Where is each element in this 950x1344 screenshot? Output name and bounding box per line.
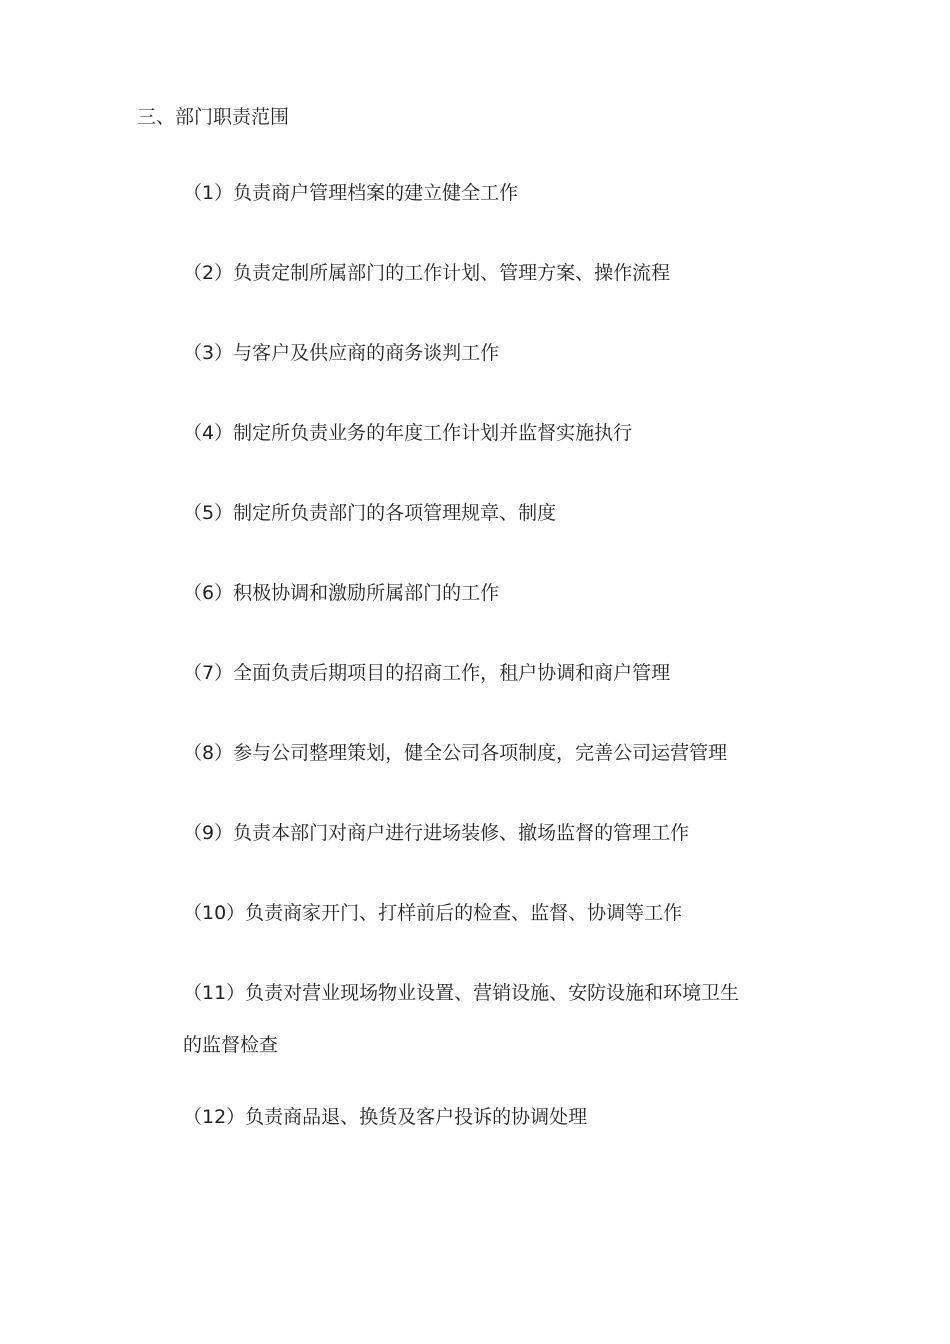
list-item-text: （6）积极协调和激励所属部门的工作 [183,582,500,604]
list-item [183,900,803,926]
list-item [183,980,803,1058]
list-item [183,420,803,446]
list-item [183,340,803,366]
list-item-text: （12）负责商品退、换货及客户投诉的协调处理 [183,1106,588,1128]
list-item-text: （11）负责对营业现场物业设置、营销设施、安防设施和环境卫生 [183,982,740,1004]
list-item-text: （8）参与公司整理策划，健全公司各项制度，完善公司运营管理 [183,742,728,764]
list-item-text: （7）全面负责后期项目的招商工作，租户协调和商户管理 [183,662,671,684]
list-item-continuation: 的监督检查 [183,1034,279,1056]
list-item-text: （5）制定所负责部门的各项管理规章、制度 [183,502,557,524]
list-item-text: （1）负责商户管理档案的建立健全工作 [183,182,519,204]
list-item-text: （3）与客户及供应商的商务谈判工作 [183,342,500,364]
list-item [183,740,803,766]
list-item [183,500,803,526]
list-item [183,180,803,206]
list-item [183,820,803,846]
section-heading: 三、部门职责范围 [137,106,290,128]
list-item-text: （2）负责定制所属部门的工作计划、管理方案、操作流程 [183,262,671,284]
list-item-text: （9）负责本部门对商户进行进场装修、撤场监督的管理工作 [183,822,690,844]
list-item [183,1104,803,1130]
list-item-text: （10）负责商家开门、打样前后的检查、监督、协调等工作 [183,902,683,924]
list-item [183,660,803,686]
list-item [183,260,803,286]
list-item [183,580,803,606]
list-item-text: （4）制定所负责业务的年度工作计划并监督实施执行 [183,422,633,444]
